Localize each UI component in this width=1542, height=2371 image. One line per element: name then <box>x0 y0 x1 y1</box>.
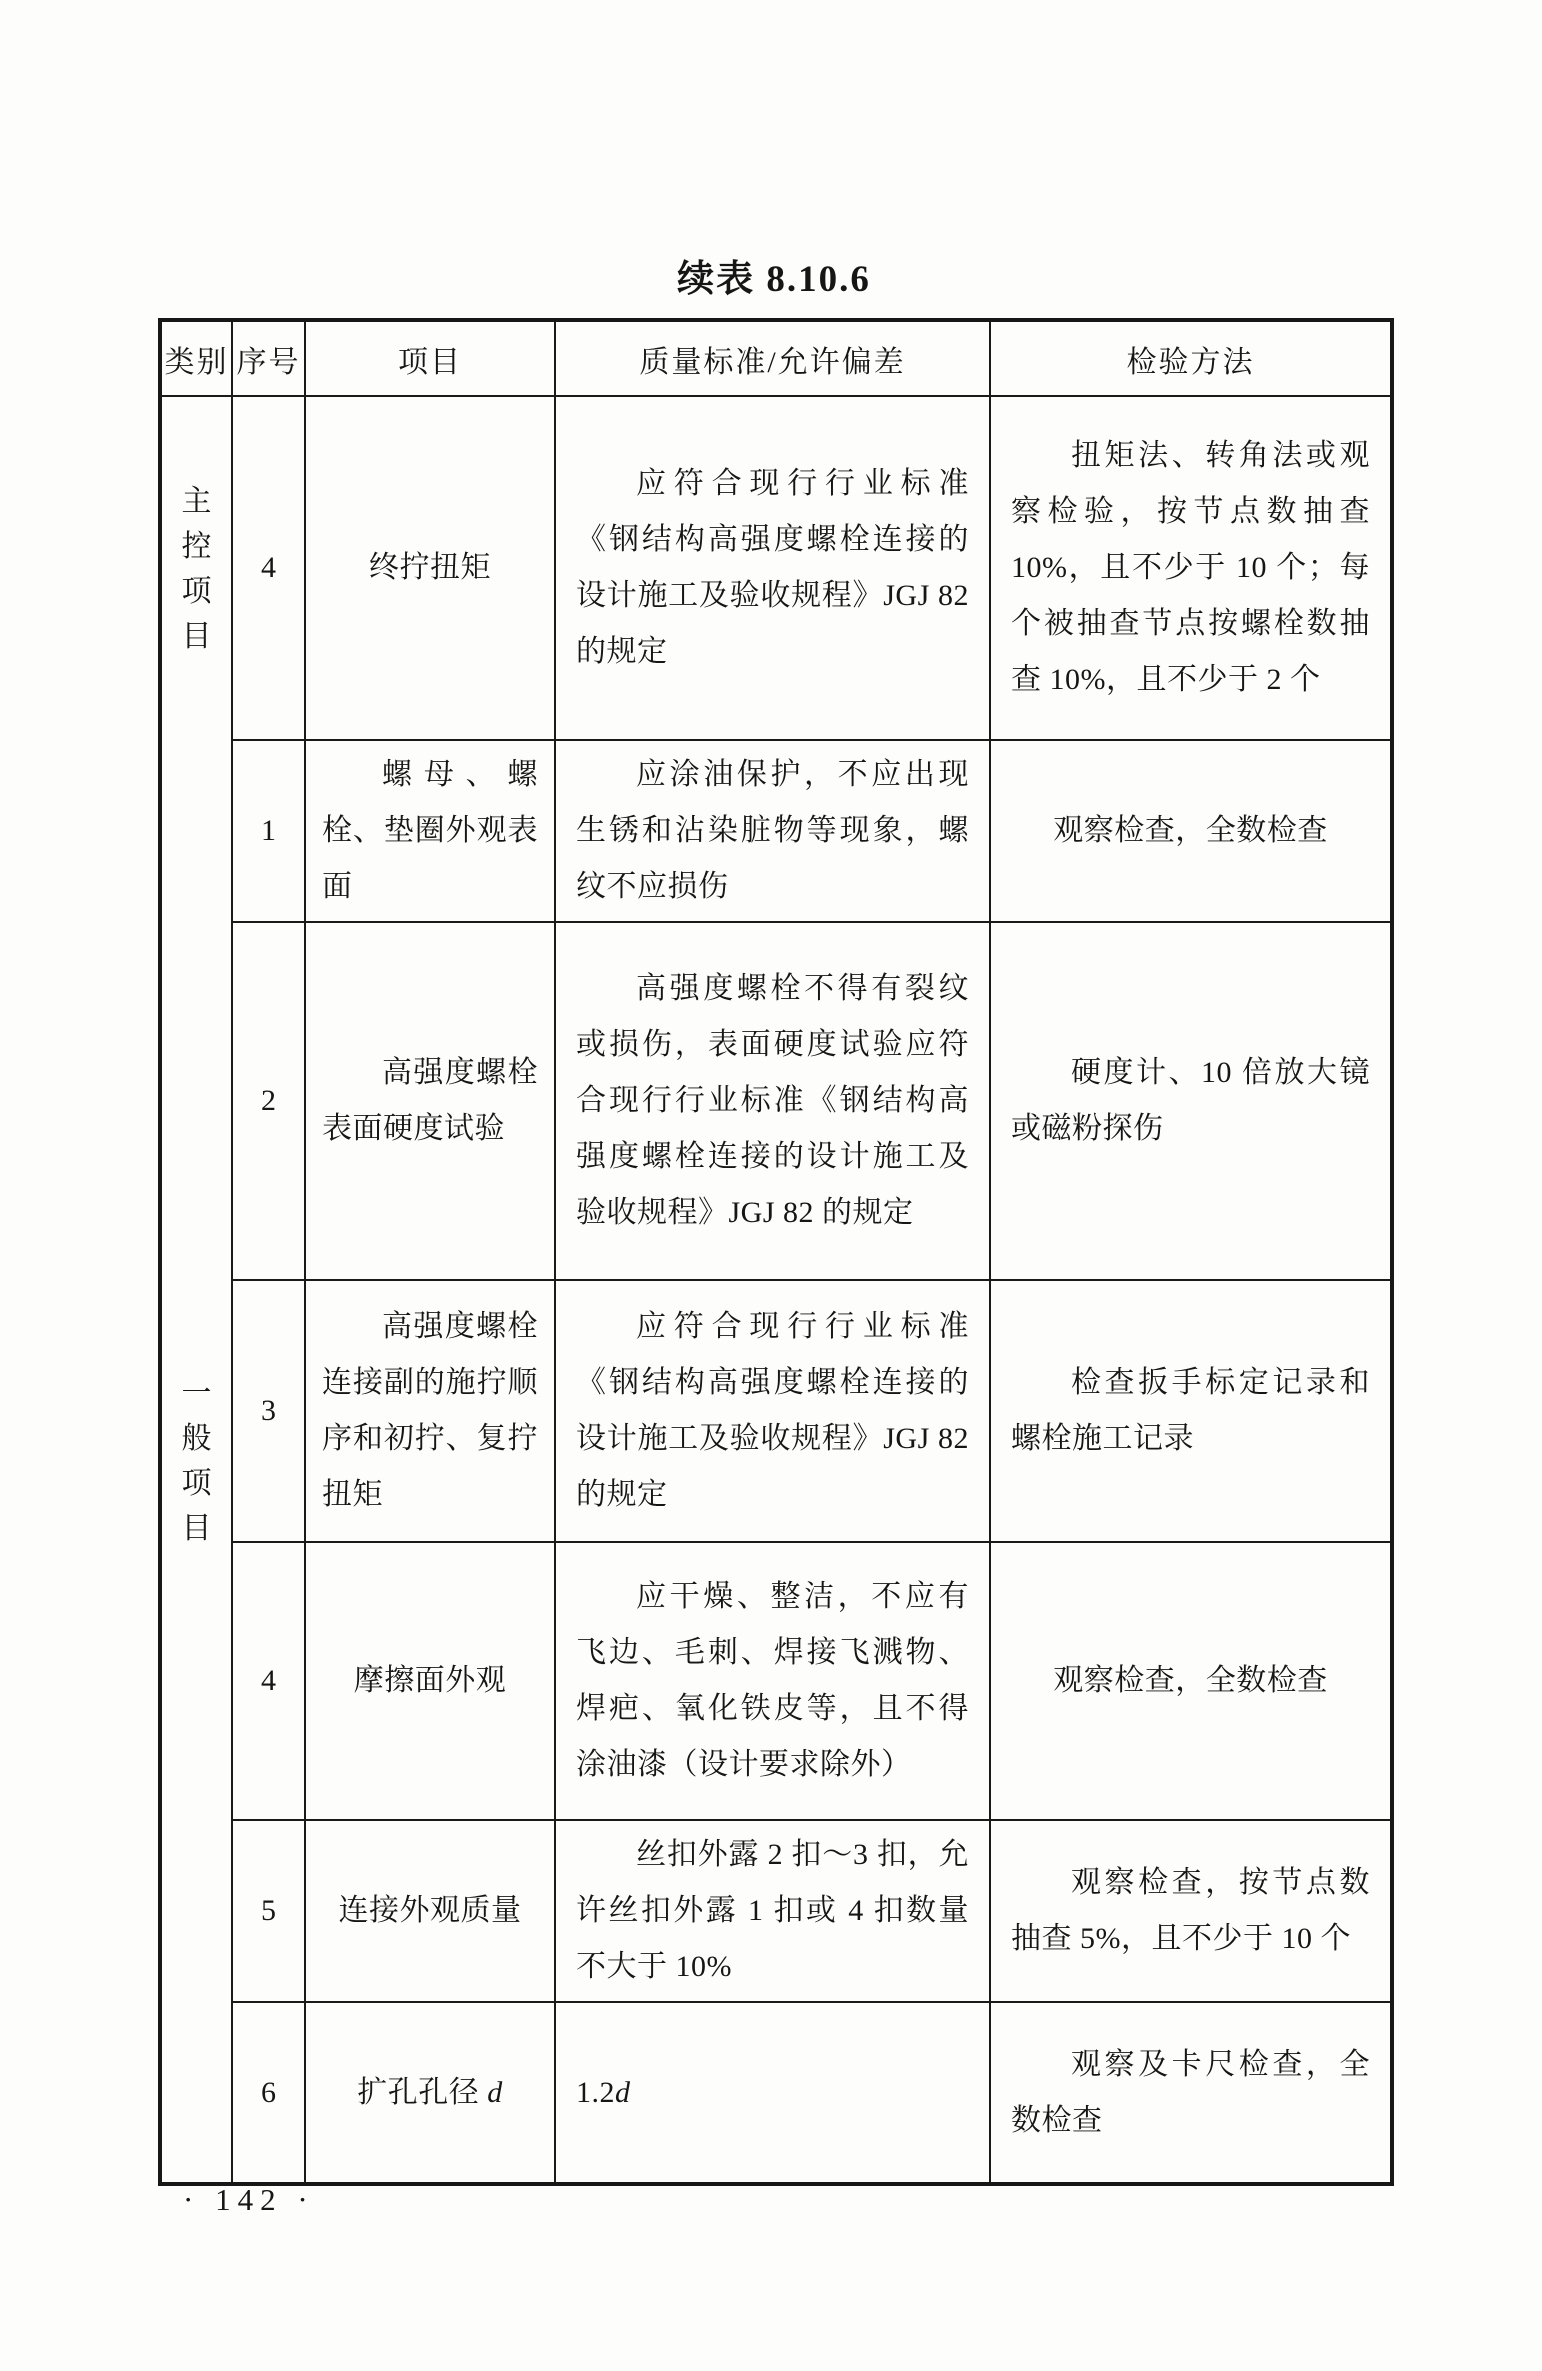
table-row <box>160 740 1392 922</box>
standard-cell <box>555 922 990 1280</box>
category-char: 般 <box>181 1422 212 1455</box>
method-cell-text: 观察检查，全数检查 <box>1053 1664 1328 1697</box>
standard-cell <box>555 1542 990 1820</box>
item-cell-text: 摩擦面外观 <box>353 1664 507 1697</box>
method-cell <box>990 740 1392 922</box>
standard-cell-text: 丝扣外露 2 扣～3 扣，允许丝扣外露 1 扣或 4 扣数量不大于 10% <box>576 1838 969 1983</box>
item-cell <box>305 2002 555 2184</box>
method-cell-text: 检查扳手标定记录和螺栓施工记录 <box>1011 1366 1370 1455</box>
standard-cell-text: 应干燥、整洁，不应有飞边、毛刺、焊接飞溅物、焊疤、氧化铁皮等，且不得涂油漆（设计要求除外） <box>576 1580 969 1781</box>
item-cell-text: 螺母、螺栓、垫圈外观表面 <box>322 758 538 903</box>
standard-cell-text: 应符合现行行业标准《钢结构高强度螺栓连接的设计施工及验收规程》JGJ 82 的规定 <box>576 467 969 668</box>
category-char: 一 <box>181 1377 212 1410</box>
method-cell <box>990 1820 1392 2002</box>
standard-cell-text: 应符合现行行业标准《钢结构高强度螺栓连接的设计施工及验收规程》JGJ 82 的规定 <box>576 1310 969 1511</box>
seq-cell: 3 <box>232 1280 305 1542</box>
item-cell <box>305 1542 555 1820</box>
column-header: 检验方法 <box>990 320 1392 396</box>
column-header: 质量标准/允许偏差 <box>555 320 990 396</box>
table-row <box>160 1820 1392 2002</box>
method-cell <box>990 396 1392 740</box>
item-cell-text: 高强度螺栓连接副的施拧顺序和初拧、复拧扭矩 <box>322 1310 538 1511</box>
method-cell-text: 观察检查，全数检查 <box>1053 814 1328 847</box>
category-char: 目 <box>181 1512 212 1545</box>
table-row <box>160 1280 1392 1542</box>
seq-cell: 6 <box>232 2002 305 2184</box>
method-cell-text: 硬度计、10 倍放大镜或磁粉探伤 <box>1011 1056 1370 1145</box>
item-cell-text: 终拧扭矩 <box>369 551 491 584</box>
table-row <box>160 1542 1392 1820</box>
item-cell <box>305 740 555 922</box>
table-row <box>160 922 1392 1280</box>
seq-cell: 4 <box>232 1542 305 1820</box>
category-char: 目 <box>181 619 212 653</box>
standard-cell-text: 高强度螺栓不得有裂纹或损伤，表面硬度试验应符合现行行业标准《钢结构高强度螺栓连接的设计施工及验收规程》JGJ 82 的规定 <box>576 972 969 1229</box>
table-row <box>160 396 1392 740</box>
category-char: 项 <box>181 574 212 608</box>
standard-cell-text: 应涂油保护，不应出现生锈和沾染脏物等现象，螺纹不应损伤 <box>576 758 969 903</box>
item-cell-text: 高强度螺栓表面硬度试验 <box>322 1056 538 1145</box>
item-cell <box>305 1280 555 1542</box>
table-title: 续表 8.10.6 <box>677 259 871 300</box>
item-cell-text: 连接外观质量 <box>338 1894 522 1927</box>
method-cell-text: 扭矩法、转角法或观察检验，按节点数抽查10%，且不少于 10 个；每个被抽查节点按螺栓数抽查 10%，且不少于 2 个 <box>1011 439 1370 696</box>
method-cell <box>990 1542 1392 1820</box>
standard-cell-text: 1.2d <box>576 2075 631 2109</box>
category-char: 控 <box>181 529 212 563</box>
quality-table <box>158 318 1394 2186</box>
standard-cell <box>555 1820 990 2002</box>
column-header: 项目 <box>305 320 555 396</box>
method-cell <box>990 1280 1392 1542</box>
table-row <box>160 2002 1392 2184</box>
method-cell <box>990 922 1392 1280</box>
seq-cell: 5 <box>232 1820 305 2002</box>
method-cell <box>990 2002 1392 2184</box>
item-cell-text: 扩孔孔径 d <box>357 2075 503 2109</box>
method-cell-text: 观察检查，按节点数抽查 5%，且不少于 10 个 <box>1011 1866 1370 1955</box>
item-cell <box>305 922 555 1280</box>
column-header: 序号 <box>232 320 305 396</box>
category-char: 项 <box>181 1467 212 1500</box>
method-cell-text: 观察及卡尺检查，全数检查 <box>1011 2047 1370 2137</box>
category-cell <box>160 740 232 2184</box>
table-body <box>160 396 1392 2184</box>
standard-cell <box>555 1280 990 1542</box>
category-cell <box>160 396 232 740</box>
page-number: · 142 · <box>183 2182 315 2217</box>
table-header <box>160 320 1392 396</box>
standard-cell <box>555 740 990 922</box>
seq-cell: 2 <box>232 922 305 1280</box>
column-header: 类别 <box>160 320 232 396</box>
item-cell <box>305 1820 555 2002</box>
standard-cell <box>555 396 990 740</box>
standard-cell <box>555 2002 990 2184</box>
seq-cell: 4 <box>232 396 305 740</box>
item-cell <box>305 396 555 740</box>
seq-cell: 1 <box>232 740 305 922</box>
category-char: 主 <box>181 484 212 518</box>
header-row <box>160 320 1392 396</box>
